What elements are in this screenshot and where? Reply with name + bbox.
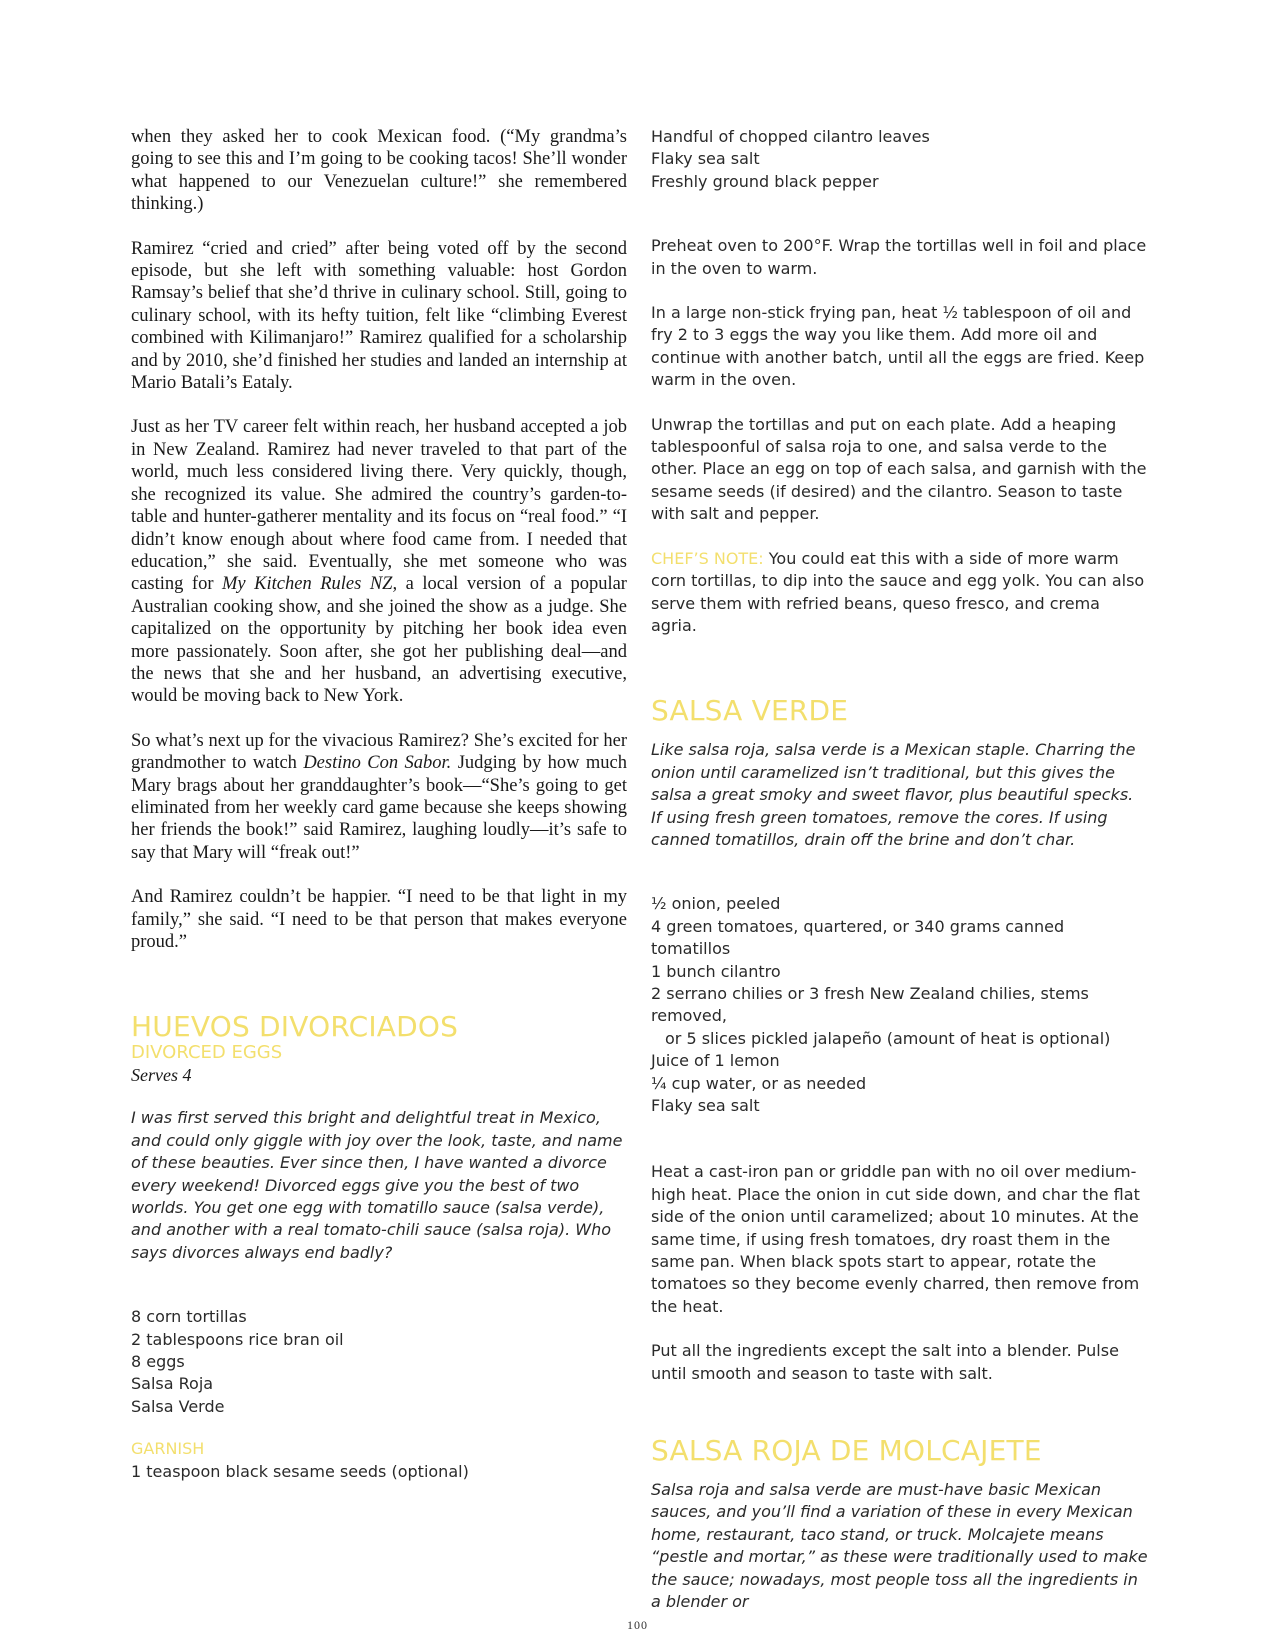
recipe-steps <box>651 235 1148 637</box>
article-paragraph: And Ramirez couldn’t be happier. “I need to be that light in my family,” she said. “I need to be that person that makes everyone proud.” <box>131 887 627 952</box>
garnish-item: 1 teaspoon black sesame seeds (optional) <box>131 1461 469 1481</box>
salsa-roja-title: SALSA ROJA DE MOLCAJETE <box>651 1434 1042 1468</box>
page-number: 100 <box>627 1618 648 1632</box>
article-paragraph <box>131 730 627 864</box>
article-text: So what’s next up for the vivacious Ramirez? She’s excited for her grandmother to watch <box>131 730 627 774</box>
salsa-verde-title: SALSA VERDE <box>651 694 849 728</box>
ingredient-item: Salsa Verde <box>131 1396 225 1416</box>
recipe-step: Preheat oven to 200°F. Wrap the tortillas well in foil and place in the oven to warm. <box>651 236 1147 278</box>
ingredient-item: Juice of 1 lemon <box>651 1051 780 1071</box>
left-column <box>131 126 627 1483</box>
right-column <box>651 126 1148 1614</box>
garnish-list-continued <box>651 126 1148 193</box>
article-paragraph: when they asked her to cook Mexican food. (“My grandma’s going to see this and I’m going to be cooking tacos! She’ll wonder what happened to our Venezuelan culture!” she remembered thinking.) <box>131 127 627 215</box>
chef-note <box>651 548 1148 638</box>
ingredient-item: 1 bunch cilantro <box>651 961 781 981</box>
recipe-title: HUEVOS DIVORCIADOS <box>131 1010 459 1044</box>
ingredient-item: 2 tablespoons rice bran oil <box>131 1329 344 1349</box>
ingredient-item: ½ onion, peeled <box>651 894 781 914</box>
salsa-verde-ingredients <box>651 893 1148 1117</box>
ingredient-item: ¼ cup water, or as needed <box>651 1073 867 1093</box>
recipe-intro: I was first served this bright and delightful treat in Mexico, and could only giggle with joy over the look, taste, and name of these beauties. Ever since then, I have wanted a divorce every weekend! Divorced eggs give you the best of two worlds. You get one egg with tomatillo sauce (salsa verde), and another with a real tomato-chili sauce (salsa roja). Who says divorces always end badly? <box>131 1108 623 1262</box>
ingredient-item: or 5 slices pickled jalapeño (amount of heat is optional) <box>665 1028 1111 1048</box>
garnish-list <box>131 1461 627 1483</box>
article-text: a local version of a popular Australian cooking show, and she joined the show as a judge. She capitalized on the opportunity by pitching her book idea even more passionately. Soon after, she got her publishing deal—and the news that she and her husband, an advertising executive, would be moving back to New York. <box>131 574 627 707</box>
ingredient-item: 2 serrano chilies or 3 fresh New Zealand chilies, stems removed, <box>651 983 1089 1026</box>
article-body <box>131 126 627 953</box>
book-title: Destino Con Sabor. <box>303 753 452 774</box>
ingredient-item: 8 eggs <box>131 1352 185 1372</box>
salsa-verde-intro: Like salsa roja, salsa verde is a Mexican staple. Charring the onion until caramelized isn’t traditional, but this gives the salsa a great smoky and sweet flavor, plus beautiful specks. If using fresh green tomatoes, remove the cores. If using canned tomatillos, drain off the brine and don’t char. <box>651 740 1136 849</box>
ingredient-item: 4 green tomatoes, quartered, or 340 grams canned tomatillos <box>651 916 1065 959</box>
garnish-item: Flaky sea salt <box>651 149 760 169</box>
article-text: Just as her TV career felt within reach, her husband accepted a job in New Zealand. Ramirez had never traveled to that part of the world, much less considered living there. Very quickly, though, she recognized its value. She admired the country’s garden-to-table and hunter-gatherer mentality and its focus on “real food.” “I didn’t know enough about where food came from. I needed that education,” she said. Eventually, she met someone who was casting for <box>131 417 627 595</box>
article-text: Judging by how much Mary brags about her granddaughter’s book—“She’s going to get eliminated from her weekly card game because she keeps showing her friends the book!” said Ramirez, laughing loudly—it’s safe to say that Mary will “freak out!” <box>131 753 627 863</box>
article-paragraph: Ramirez “cried and cried” after being voted off by the second episode, but she left with something valuable: host Gordon Ramsay’s belief that she’d thrive in culinary school. Still, going to culinary school, with its hefty tuition, felt like “climbing Everest combined with Kilimanjaro!” Ramirez qualified for a scholarship and by 2010, she’d finished her studies and landed an internship at Mario Batali’s Eataly. <box>131 238 627 394</box>
recipe-step: Heat a cast-iron pan or griddle pan with no oil over medium-high heat. Place the onion in cut side down, and char the flat side of the onion until caramelized; about 10 minutes. At the same time, if using fresh tomatoes, dry roast them in the same pan. When black spots start to appear, rotate the tomatoes so they become evenly charred, then remove from the heat. <box>651 1162 1140 1316</box>
recipe-step: Unwrap the tortillas and put on each plate. Add a heaping tablespoonful of salsa roja to one, and salsa verde to the other. Place an egg on top of each salsa, and garnish with the sesame seeds (if desired) and the cilantro. Season to taste with salt and pepper. <box>651 414 1147 524</box>
article-paragraph <box>131 416 627 707</box>
chef-note-text: You could eat this with a side of more warm corn tortillas, to dip into the sauce and egg yolk. You can also serve them with refried beans, queso fresco, and crema agria. <box>651 548 1145 635</box>
ingredient-item: 8 corn tortillas <box>131 1307 247 1327</box>
salsa-roja-intro: Salsa roja and salsa verde are must-have basic Mexican sauces, and you’ll find a variation of these in every Mexican home, restaurant, taco stand, or truck. Molcajete means “pestle and mortar,” as these were traditionally used to make the sauce; nowadays, most people toss all the ingredients in a blender or <box>651 1480 1148 1612</box>
recipe-subtitle: DIVORCED EGGS <box>131 1042 283 1064</box>
ingredient-list <box>131 1306 627 1418</box>
salsa-verde-steps <box>651 1161 1148 1385</box>
recipe-step: In a large non-stick frying pan, heat ½ tablespoon of oil and fry 2 to 3 eggs the way you like them. Add more oil and continue with another batch, until all the eggs are fried. Keep warm in the oven. <box>651 303 1145 390</box>
ingredient-item: Salsa Roja <box>131 1374 214 1394</box>
recipe-step: Put all the ingredients except the salt into a blender. Pulse until smooth and season to taste with salt. <box>651 1341 1119 1383</box>
garnish-label: GARNISH <box>131 1439 205 1459</box>
garnish-item: Handful of chopped cilantro leaves <box>651 127 930 146</box>
chef-note-label: CHEF’S NOTE: <box>651 548 764 568</box>
recipe-serves: Serves 4 <box>131 1065 192 1086</box>
ingredient-item: Flaky sea salt <box>651 1096 760 1115</box>
huevos-recipe-header <box>131 1011 627 1087</box>
garnish-item: Freshly ground black pepper <box>651 171 879 191</box>
show-title: My Kitchen Rules NZ, <box>222 574 398 595</box>
